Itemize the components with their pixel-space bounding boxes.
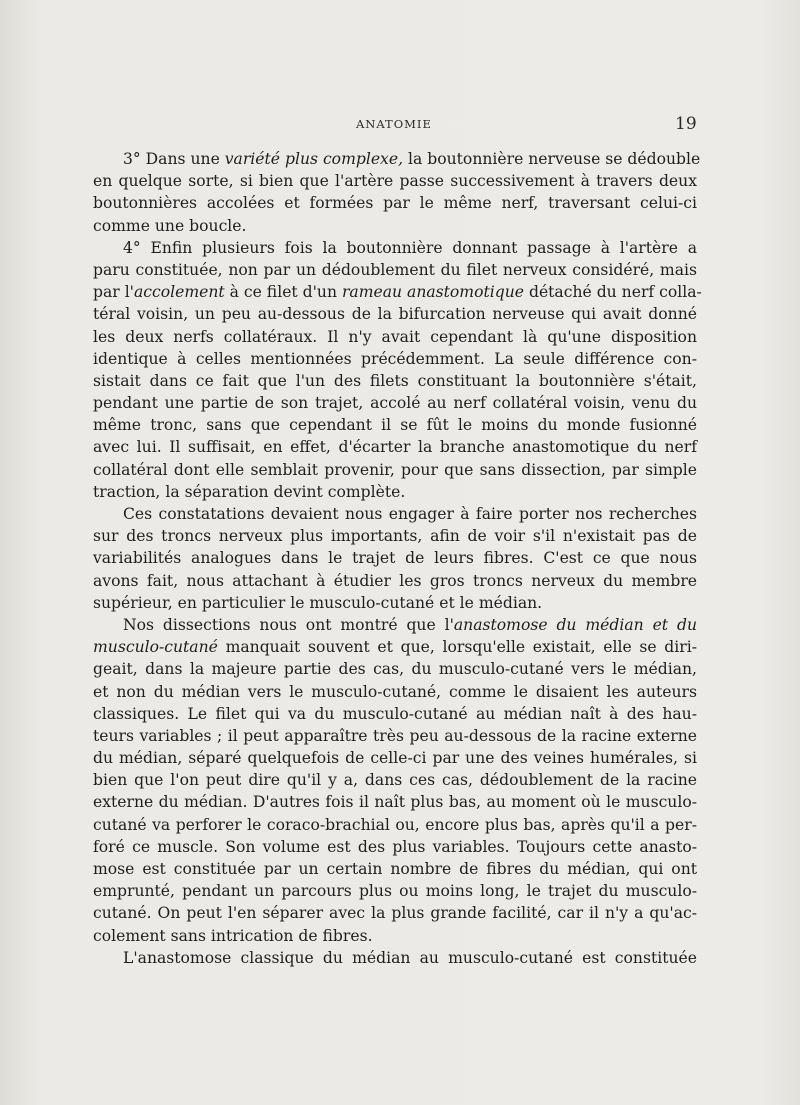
text-line: cutané. On peut l'en séparer avec la plus grande facilité, car il n'y a qu'ac- xyxy=(93,904,697,923)
text-line: 3° Dans une variété plus complexe, la boutonnière nerveuse se dédouble xyxy=(123,150,701,168)
text-line: externe du médian. D'autres fois il naît plus bas, au moment où le musculo- xyxy=(93,793,697,812)
text-line: L'anastomose classique du médian au musculo-cutané est constituée xyxy=(123,948,697,967)
text-line: en quelque sorte, si bien que l'artère passe successivement à travers deux xyxy=(93,172,697,191)
text-line: Nos dissections nous ont montré que l'anastomose du médian et du xyxy=(123,615,697,634)
text-line: avons fait, nous attachant à étudier les gros troncs nerveux du membre xyxy=(93,571,697,590)
running-head-title: ANATOMIE xyxy=(356,117,432,131)
text-line: colement sans intrication de fibres. xyxy=(93,926,373,945)
page-number: 19 xyxy=(675,114,697,134)
text-line: mose est constituée par un certain nombre de fibres du médian, qui ont xyxy=(93,860,697,878)
text-line: 4° Enfin plusieurs fois la boutonnière donnant passage à l'artère a xyxy=(123,238,697,257)
text-line: musculo-cutané manquait souvent et que, lorsqu'elle existait, elle se diri- xyxy=(93,638,697,657)
text-line: identique à celles mentionnées précédemment. La seule différence con- xyxy=(93,349,697,368)
text-line: traction, la séparation devint complète. xyxy=(93,482,406,501)
text-line: pendant une partie de son trajet, accolé au nerf collatéral voisin, venu du xyxy=(93,394,697,413)
text-line: classiques. Le filet qui va du musculo-cutané au médian naît à des hau- xyxy=(93,704,697,723)
text-line: emprunté, pendant un parcours plus ou moins long, le trajet du musculo- xyxy=(93,882,697,901)
text-line: les deux nerfs collatéraux. Il n'y avait cependant là qu'une disposition xyxy=(93,327,697,346)
text-line: cutané va perforer le coraco-brachial ou, encore plus bas, après qu'il a per- xyxy=(93,815,697,834)
text-line: même tronc, sans que cependant il se fût le moins du monde fusionné xyxy=(93,416,697,435)
text-line: avec lui. Il suffisait, en effet, d'écarter la branche anastomotique du nerf xyxy=(93,438,697,457)
text-line: supérieur, en particulier le musculo-cutané et le médian. xyxy=(93,593,543,612)
running-head xyxy=(0,114,800,138)
text-line: boutonnières accolées et formées par le même nerf, traversant celui-ci xyxy=(93,194,697,213)
body-text xyxy=(93,148,702,969)
text-line: teurs variables ; il peut apparaître très peu au-dessous de la racine externe xyxy=(93,726,697,745)
text-line: comme une boucle. xyxy=(93,216,247,235)
text-line: du médian, séparé quelquefois de celle-ci par une des veines humérales, si xyxy=(93,749,697,768)
text-line: bien que l'on peut dire qu'il y a, dans ces cas, dédoublement de la racine xyxy=(93,771,697,790)
text-line: geait, dans la majeure partie des cas, du musculo-cutané vers le médian, xyxy=(93,660,697,679)
text-line: Ces constatations devaient nous engager à faire porter nos recherches xyxy=(123,505,697,523)
text-line: collatéral dont elle semblait provenir, pour que sans dissection, par simple xyxy=(93,460,697,479)
text-line: variabilités analogues dans le trajet de leurs fibres. C'est ce que nous xyxy=(93,549,697,568)
text-line: sistait dans ce fait que l'un des filets constituant la boutonnière s'était, xyxy=(93,371,697,390)
text-line: par l'accolement à ce filet d'un rameau anastomotique détaché du nerf colla- xyxy=(93,283,702,302)
text-line: et non du médian vers le musculo-cutané, comme le disaient les auteurs xyxy=(93,682,697,701)
text-line: paru constituée, non par un dédoublement du filet nerveux considéré, mais xyxy=(93,260,697,279)
text-line: sur des troncs nerveux plus importants, afin de voir s'il n'existait pas de xyxy=(93,527,697,546)
text-line: téral voisin, un peu au-dessous de la bifurcation nerveuse qui avait donné xyxy=(93,305,697,324)
text-line: foré ce muscle. Son volume est des plus variables. Toujours cette anasto- xyxy=(93,837,697,856)
